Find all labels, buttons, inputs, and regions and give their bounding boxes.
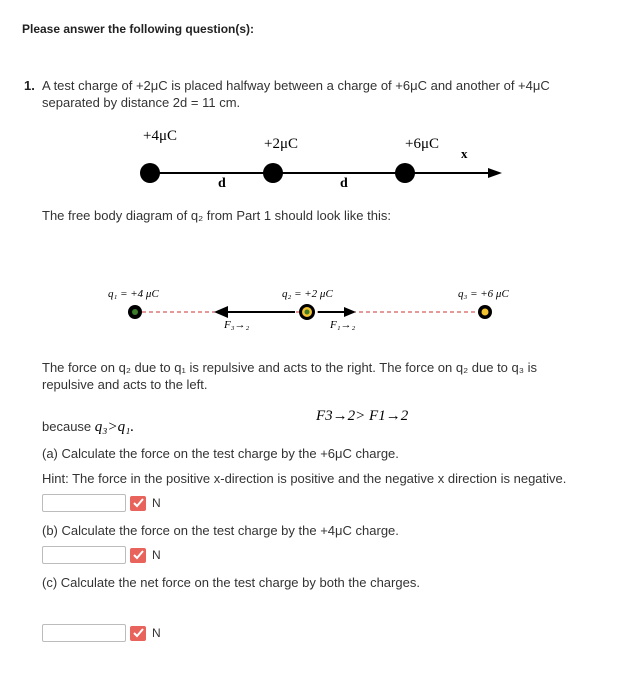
because-line: [42, 419, 134, 436]
explanation-line-1: The force on q₂ due to q₁ is repulsive and acts to the right. The force on q₂ due to q₃ is: [42, 360, 538, 375]
question-number: 1.: [24, 78, 35, 93]
label-x-axis: x: [461, 146, 468, 161]
checkmark-glyph: [133, 550, 144, 560]
check-icon: [130, 496, 146, 511]
question-line-2: separated by distance 2d = 11 cm.: [42, 95, 241, 110]
fbd-label-q3: q₃ = +6 μC: [458, 288, 509, 300]
explanation-line-2: repulsive and acts to the left.: [42, 377, 208, 392]
fbd-q3-dot-center: [482, 309, 489, 316]
part-a-answer-input[interactable]: [42, 494, 126, 512]
page-header: Please answer the following question(s):: [22, 22, 255, 36]
label-d-right: d: [340, 176, 348, 191]
part-c-prompt: (c) Calculate the net force on the test charge by both the charges.: [42, 575, 420, 590]
part-a-prompt: (a) Calculate the force on the test charge by the +6μC charge.: [42, 446, 399, 461]
part-b-unit: N: [152, 548, 161, 562]
charge-diagram: [0, 118, 621, 198]
label-plus4uc: +4μC: [143, 128, 178, 144]
fbd-intro-text: The free body diagram of q₂ from Part 1 should look like this:: [42, 208, 391, 223]
fbd-label-f12: F₁→₂: [330, 319, 356, 331]
force-inequality: F3→2> F1→2: [316, 408, 409, 424]
checkmark-glyph: [133, 628, 144, 638]
fbd-q1-dot-center: [132, 309, 138, 315]
fbd-q2-dot-center: [305, 310, 310, 315]
question-text: [42, 77, 602, 111]
part-a-unit: N: [152, 496, 161, 510]
charge-q2-dot: [263, 163, 283, 183]
label-plus6uc: +6μC: [405, 136, 440, 152]
part-b-answer-row: [42, 546, 161, 564]
because-word: because: [42, 419, 92, 434]
check-icon: [130, 626, 146, 641]
x-axis-arrowhead: [488, 168, 502, 178]
question-line-1: A test charge of +2μC is placed halfway between a charge of +6μC and another of +4μC: [42, 78, 550, 93]
part-c-answer-input[interactable]: [42, 624, 126, 642]
label-plus2uc: +2μC: [264, 136, 299, 152]
fbd-label-f32: F₃→₂: [224, 319, 250, 331]
force-f32-arrowhead: [214, 306, 228, 318]
charge-q1-dot: [140, 163, 160, 183]
part-c-unit: N: [152, 626, 161, 640]
charge-q3-dot: [395, 163, 415, 183]
checkmark-glyph: [133, 498, 144, 508]
part-a-answer-row: [42, 494, 161, 512]
because-expression: q₃>q₁.: [94, 419, 135, 435]
fbd-label-q1: q₁ = +4 μC: [108, 288, 159, 300]
explanation-text: [42, 359, 537, 393]
fbd-label-q2: q₂ = +2 μC: [282, 288, 333, 300]
part-c-answer-row: [42, 624, 161, 642]
force-f12-arrowhead: [344, 307, 356, 317]
label-d-left: d: [218, 176, 226, 191]
part-a-hint: Hint: The force in the positive x-direction is positive and the negative x direction is negative.: [42, 471, 567, 486]
part-b-answer-input[interactable]: [42, 546, 126, 564]
check-icon: [130, 548, 146, 563]
free-body-diagram: [0, 282, 621, 342]
part-b-prompt: (b) Calculate the force on the test charge by the +4μC charge.: [42, 523, 399, 538]
